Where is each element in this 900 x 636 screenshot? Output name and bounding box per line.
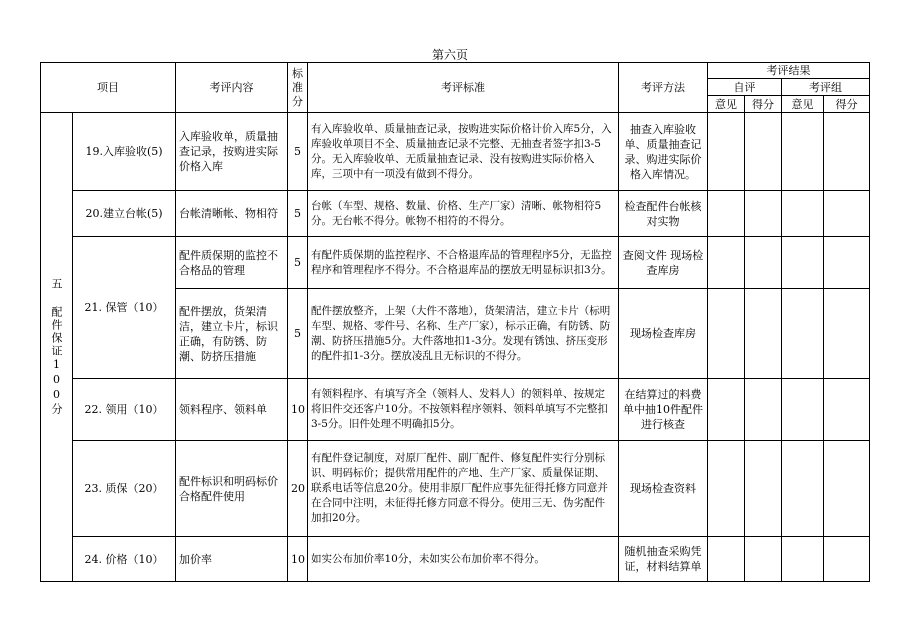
standard-cell: 有领料程序、有填写齐全（领料人、发料人）的领料单、按规定将旧件交还客户10分。不按领料程序领料、领料单填写不完整扣3-5分。旧件处理不明确扣5分。 <box>308 379 619 441</box>
content-cell: 加价率 <box>176 537 288 582</box>
header-method: 考评方法 <box>619 63 708 113</box>
item-cell: 23. 质保（20） <box>73 441 176 537</box>
self-score-cell[interactable] <box>745 289 782 379</box>
group-opinion-cell[interactable] <box>782 379 824 441</box>
self-score-cell[interactable] <box>745 379 782 441</box>
group-opinion-cell[interactable] <box>782 441 824 537</box>
method-cell: 随机抽查采购凭证，材料结算单 <box>619 537 708 582</box>
item-cell: 21. 保管（10） <box>73 237 176 379</box>
self-opinion-cell[interactable] <box>708 537 745 582</box>
standard-cell: 配件摆放整齐，上架（大件不落地），货架清洁，建立卡片（标明车型、规格、零件号、名称、生产厂家），标示正确，有防锈、防潮、防挤压措施5分。大件落地扣1-3分。发现有锈蚀、挤压变形的配件扣1-3分。摆放凌乱且无标识的不得分。 <box>308 289 619 379</box>
method-cell: 检查配件台帐核对实物 <box>619 191 708 237</box>
header-standard: 考评标准 <box>308 63 619 113</box>
table-row <box>41 191 870 237</box>
group-score-cell[interactable] <box>824 113 870 191</box>
content-cell: 领料程序、领料单 <box>176 379 288 441</box>
header-group-eval: 考评组 <box>782 79 870 96</box>
header-opinion-self: 意见 <box>708 96 745 113</box>
table-row <box>41 379 870 441</box>
standard-cell: 有配件质保期的监控程序、不合格退库品的管理程序5分，无监控程序和管理程序不得分。不合格退库品的摆放无明显标识扣3分。 <box>308 237 619 289</box>
self-opinion-cell[interactable] <box>708 289 745 379</box>
header-item: 项目 <box>41 63 176 113</box>
section-label: 五 配件保证100分 <box>41 113 73 582</box>
group-score-cell[interactable] <box>824 237 870 289</box>
group-score-cell[interactable] <box>824 289 870 379</box>
content-cell: 配件标识和明码标价合格配件使用 <box>176 441 288 537</box>
header-opinion-group: 意见 <box>782 96 824 113</box>
content-cell: 配件摆放，货架清洁，建立卡片，标识正确，有防锈、防潮、防挤压措施 <box>176 289 288 379</box>
table-row <box>41 237 870 289</box>
content-cell: 配件质保期的监控不合格品的管理 <box>176 237 288 289</box>
page-number: 第六页 <box>431 48 468 62</box>
item-cell: 20.建立台帐(5) <box>73 191 176 237</box>
self-score-cell[interactable] <box>745 537 782 582</box>
score-cell: 5 <box>288 191 308 237</box>
method-cell: 查阅文件 现场检查库房 <box>619 237 708 289</box>
table-row <box>41 537 870 582</box>
self-score-cell[interactable] <box>745 441 782 537</box>
standard-cell: 有配件登记制度，对原厂配件、副厂配件、修复配件实行分别标识、明码标价；提供常用配件的产地、生产厂家、质量保证期、联系电话等信息20分。使用非原厂配件应事先征得托修方同意并在合同中注明，未征得托修方同意不得分。使用三无、伪劣配件加扣20分。 <box>308 441 619 537</box>
score-cell: 10 <box>288 379 308 441</box>
table-row <box>41 441 870 537</box>
self-score-cell[interactable] <box>745 191 782 237</box>
content-cell: 入库验收单，质量抽查记录，按购进实际价格入库 <box>176 113 288 191</box>
group-opinion-cell[interactable] <box>782 537 824 582</box>
method-cell: 抽查入库验收单、质量抽查记录、购进实际价格入库情况。 <box>619 113 708 191</box>
group-opinion-cell[interactable] <box>782 113 824 191</box>
table-row <box>41 113 870 191</box>
header-self-eval: 自评 <box>708 79 782 96</box>
group-score-cell[interactable] <box>824 191 870 237</box>
score-cell: 5 <box>288 289 308 379</box>
standard-cell: 如实公布加价率10分，未如实公布加价率不得分。 <box>308 537 619 582</box>
self-score-cell[interactable] <box>745 113 782 191</box>
self-opinion-cell[interactable] <box>708 113 745 191</box>
header-score-standard: 标准分 <box>288 63 308 113</box>
group-score-cell[interactable] <box>824 441 870 537</box>
self-opinion-cell[interactable] <box>708 379 745 441</box>
score-cell: 10 <box>288 537 308 582</box>
item-cell: 24. 价格（10） <box>73 537 176 582</box>
group-score-cell[interactable] <box>824 537 870 582</box>
header-score-group: 得分 <box>824 96 870 113</box>
group-score-cell[interactable] <box>824 379 870 441</box>
self-opinion-cell[interactable] <box>708 441 745 537</box>
standard-cell: 台帐（车型、规格、数量、价格、生产厂家）清晰、帐物相符5分。无台帐不得分。帐物不相符的不得分。 <box>308 191 619 237</box>
group-opinion-cell[interactable] <box>782 289 824 379</box>
self-opinion-cell[interactable] <box>708 237 745 289</box>
self-score-cell[interactable] <box>745 237 782 289</box>
header-score-self: 得分 <box>745 96 782 113</box>
score-cell: 5 <box>288 237 308 289</box>
item-cell: 19.入库验收(5) <box>73 113 176 191</box>
score-cell: 5 <box>288 113 308 191</box>
method-cell: 现场检查资料 <box>619 441 708 537</box>
group-opinion-cell[interactable] <box>782 191 824 237</box>
score-cell: 20 <box>288 441 308 537</box>
standard-cell: 有入库验收单、质量抽查记录，按购进实际价格计价入库5分，入库验收单项目不全、质量抽查记录不完整、无抽查者签字扣3-5分。无入库验收单、无质量抽查记录、没有按购进实际价格入库，三项中有一项没有做到不得分。 <box>308 113 619 191</box>
evaluation-table <box>40 62 870 582</box>
item-cell: 22. 领用（10） <box>73 379 176 441</box>
group-opinion-cell[interactable] <box>782 237 824 289</box>
method-cell: 现场检查库房 <box>619 289 708 379</box>
content-cell: 台帐清晰帐、物相符 <box>176 191 288 237</box>
header-content: 考评内容 <box>176 63 288 113</box>
header-results: 考评结果 <box>708 63 870 79</box>
method-cell: 在结算过的料费单中抽10件配件进行核查 <box>619 379 708 441</box>
self-opinion-cell[interactable] <box>708 191 745 237</box>
